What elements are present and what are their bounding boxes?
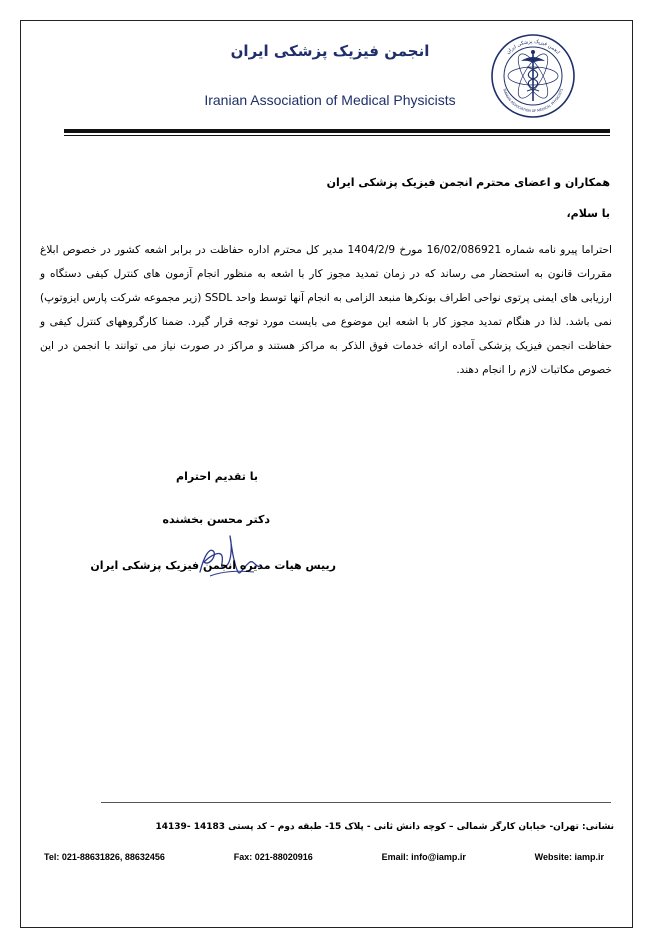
header-divider: [64, 129, 610, 133]
signer-title: رییس هیات مدیره انجمن فیزیک پزشکی ایران: [90, 559, 336, 572]
signer-name: دکتر محسن بخشنده: [162, 513, 270, 526]
org-name-en: Iranian Association of Medical Physicists: [204, 92, 456, 108]
salutation: با سلام،: [566, 207, 610, 220]
website-link[interactable]: Website: iamp.ir: [534, 852, 604, 862]
org-name-fa: انجمن فیزیک پزشکی ایران: [230, 42, 430, 60]
email-address[interactable]: Email: info@iamp.ir: [381, 852, 466, 862]
footer-divider: [101, 802, 611, 803]
svg-text:انجمن فیزیک پزشکی ایران: انجمن فیزیک پزشکی ایران: [505, 38, 561, 56]
handwritten-signature: [180, 526, 270, 586]
address: نشانی: تهران- خیابان کارگر شمالی – کوچه دانش ثانی - پلاک 15- طبقه دوم – کد پستی 14183 -14139: [155, 822, 614, 832]
letter-body: احتراما پیرو نامه شماره 16/02/086921 مورخ 1404/2/9 مدیر کل محترم اداره حفاظت در برابر اشعه کشور در خصوص ابلاغ مقررات قانون به استحضار می رساند که در زمان تمدید مجوز کار با اشعه به منظور انجام آزمون های کنترل کیفی دستگاه و ارزیابی های ایمنی پرتوی نواحی اطراف بونکرها منبعد الزامی به انجام آنها توسط واحد SSDL (زیر مجموعه شرکت پارس ایزوتوپ) نمی باشد. لذا در هنگام تمدید مجوز کار با اشعه این موضوع می بایست مورد توجه قرار گیرد. ضمنا کارگروههای کنترل کیفی و حفاظت انجمن فیزیک پزشکی آماده ارائه خدمات فوق الذکر به مراکز هستند و مراکز در صورت نیاز می توانند با انجمن در این خصوص مکاتبات لازم را انجام دهند.: [40, 244, 613, 376]
contact-row: [44, 852, 604, 862]
greeting: همکاران و اعضای محترم انجمن فیزیک پزشکی ایران: [326, 176, 610, 189]
fax-number: Fax: 021-88020916: [233, 852, 313, 862]
svg-text:IRANIAN ASSOCIATION OF MEDICAL: IRANIAN ASSOCIATION OF MEDICAL PHYSICISTS: [502, 88, 564, 113]
caduceus-seal-icon: [490, 33, 576, 119]
phone-numbers: Tel: 021-88631826, 88632456: [44, 852, 165, 862]
closing: با تقدیم احترام: [176, 470, 258, 483]
header-divider-thin: [64, 135, 610, 136]
